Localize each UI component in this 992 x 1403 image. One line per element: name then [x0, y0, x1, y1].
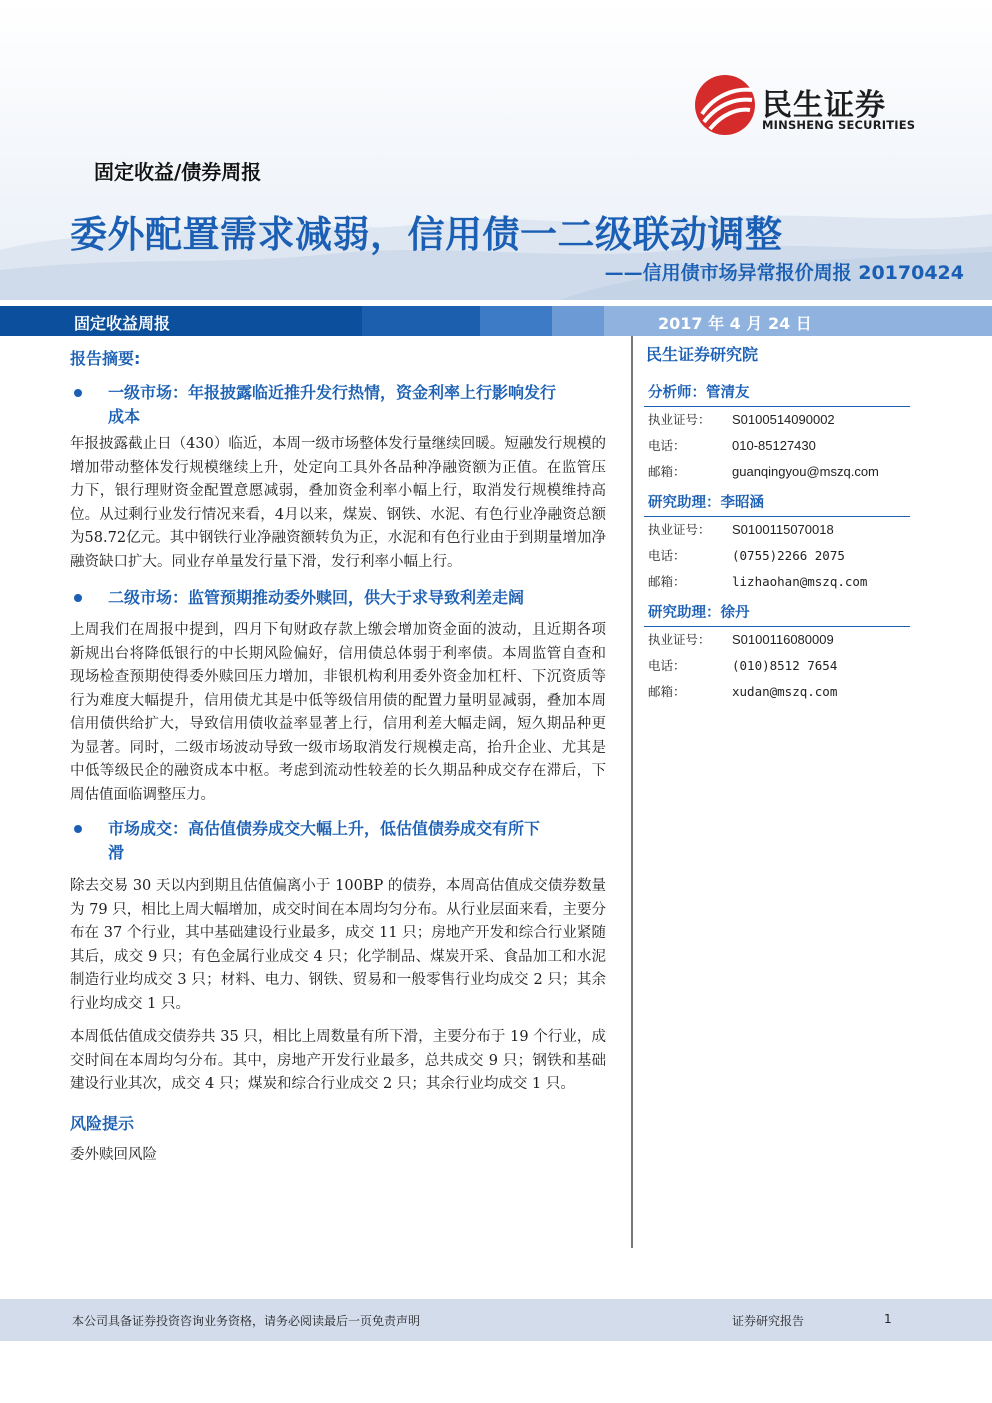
cert-row — [644, 407, 910, 433]
minsheng-logo-icon — [694, 74, 756, 136]
section-heading-line: 滑 — [108, 843, 125, 862]
analyst-sidebar — [644, 336, 910, 705]
mail-label: 邮箱： — [648, 684, 686, 699]
cert-label: 执业证号： — [648, 522, 711, 537]
mail-row — [644, 459, 910, 485]
summary-heading: 报告摘要: — [70, 349, 141, 368]
cert-row — [644, 627, 910, 653]
tel-row — [644, 653, 910, 679]
report-date: 2017 年 4 月 24 日 — [658, 314, 812, 333]
email-link[interactable]: lizhaohan@mszq.com — [732, 574, 868, 589]
tel-label: 电话： — [648, 658, 686, 673]
analyst-card — [644, 381, 910, 485]
tel-label: 电话： — [648, 548, 686, 563]
brand-name-cn: 民生证券 — [762, 88, 886, 123]
analyst-card — [644, 601, 910, 705]
section-paragraph: 年报披露截止日（430）临近，本周一级市场整体发行量继续回暖。短融发行规模的增加带动整体发行规模继续上升，处定向工具外各品种净融资额为正值。在监管压力下，银行理财资金配置意愿减弱，叠加资金利率小幅上行，取消发行规模维持高位。从过剩行业发行情况来看，4月以来，煤炭、钢铁、水泥、有色行业净融资总额为58.72亿元。其中钢铁行业净融资额转负为正，水泥和有色行业由于到期量增加净融资缺口扩大。同业存单量发行量下滑，发行利率小幅上行。 — [70, 436, 606, 570]
analyst-role: 研究助理：徐丹 — [644, 601, 910, 627]
footer-disclaimer: 本公司具备证券投资咨询业务资格，请务必阅读最后一页免责声明 — [72, 1314, 421, 1328]
section-paragraph: 上周我们在周报中提到，四月下旬财政存款上缴会增加资金面的波动，且近期各项新规出台将降低银行的中长期风险偏好，信用债总体弱于利率债。本周监管自查和现场检查预期使得委外赎回压力增加，非银机构利用委外资金加杠杆、下沉资质等行为难度大幅提升，信用债尤其是中低等级信用债的配置力量明显减弱，叠加本周信用债供给扩大，导致信用债收益率显著上行，信用利差大幅走阔，短久期品种更为显著。同时，二级市场波动导致一级市场取消发行规模走高，抬升企业、尤其是中低等级民企的融资成本中枢。考虑到流动性较差的长久期品种成交存在滞后，下周估值面临调整压力。 — [70, 622, 606, 803]
section-heading-line: 市场成交：高估值债券成交大幅上升，低估值债券成交有所下 — [108, 819, 541, 838]
institute-name: 民生证券研究院 — [646, 345, 759, 364]
tel-value: (0755)2266 2075 — [732, 548, 845, 563]
page-footer — [0, 1299, 992, 1341]
tel-row — [644, 433, 910, 459]
brand-logo — [694, 74, 924, 138]
report-subtitle: ——信用债市场异常报价周报 20170424 — [604, 262, 964, 284]
brand-name-en: MINSHENG SECURITIES — [762, 118, 916, 132]
cert-row — [644, 517, 910, 543]
tel-row — [644, 543, 910, 569]
cert-label: 执业证号： — [648, 632, 711, 647]
footer-doc-type: 证券研究报告 — [732, 1314, 805, 1328]
cert-label: 执业证号： — [648, 412, 711, 427]
mail-label: 邮箱： — [648, 464, 686, 479]
section-heading-line: 一级市场：年报披露临近推升发行热情，资金利率上行影响发行 — [108, 383, 557, 402]
section-paragraph: 除去交易 30 天以内到期且估值偏离小于 100BP 的债券，本周高估值成交债券数量为 79 只，相比上周大幅增加，成交时间在本周均匀分布。从行业层面来看，主要分布在 37 个行业，其中基础建设行业最多，成交 11 只；房地产开发和综合行业紧随其后，成交 9 只；有色金属行业成交 4 只；化学制品、煤炭开采、食品加工和水泥制造行业均成交 3 只；材料、电力、钢铁、贸易和一般零售行业均成交 2 只；其余行业均成交 1 只。 — [70, 878, 606, 1012]
band-dark-segment — [0, 306, 362, 336]
bullet-icon — [74, 594, 82, 602]
mail-row — [644, 569, 910, 595]
mail-row — [644, 679, 910, 705]
band-segment — [552, 306, 604, 336]
tel-label: 电话： — [648, 438, 686, 453]
report-title: 委外配置需求减弱，信用债一二级联动调整 — [70, 213, 783, 256]
section-heading — [70, 381, 606, 429]
section-paragraph: 本周低估值成交债券共 35 只，相比上周数量有所下滑，主要分布于 19 个行业，成交时间在本周均匀分布。其中，房地产开发行业最多，总共成交 9 只；钢铁和基础建设行业其次，成交 4 只；煤炭和综合行业成交 2 只；其余行业均成交 1 只。 — [70, 1029, 606, 1092]
band-segment — [480, 306, 552, 336]
section-heading-line: 成本 — [108, 407, 141, 426]
section-heading-line: 二级市场：监管预期推动委外赎回，供大于求导致利差走阔 — [108, 588, 525, 607]
email-link[interactable]: xudan@mszq.com — [732, 684, 838, 699]
report-series: 固定收益/债券周报 — [94, 160, 262, 184]
section-heading — [70, 817, 606, 865]
mail-label: 邮箱： — [648, 574, 686, 589]
page-number: 1 — [884, 1312, 892, 1326]
summary-column — [70, 342, 606, 1167]
bullet-icon — [74, 825, 82, 833]
section-heading — [70, 586, 606, 610]
band-segment — [362, 306, 480, 336]
title-band — [0, 306, 992, 336]
analyst-card — [644, 491, 910, 595]
cert-value: S0100115070018 — [732, 522, 834, 537]
cert-value: S0100116080009 — [732, 632, 834, 647]
risk-text: 委外赎回风险 — [70, 1146, 157, 1163]
tel-value: 010-85127430 — [732, 438, 816, 453]
tel-value: (010)8512 7654 — [732, 658, 838, 673]
analyst-role: 分析师：管清友 — [644, 381, 910, 407]
cert-value: S0100514090002 — [732, 412, 835, 427]
band-label: 固定收益周报 — [74, 314, 171, 333]
bullet-icon — [74, 389, 82, 397]
risk-heading: 风险提示 — [70, 1113, 135, 1133]
column-divider — [631, 336, 633, 1248]
analyst-role: 研究助理：李昭涵 — [644, 491, 910, 517]
email-link[interactable]: guanqingyou@mszq.com — [732, 464, 879, 479]
